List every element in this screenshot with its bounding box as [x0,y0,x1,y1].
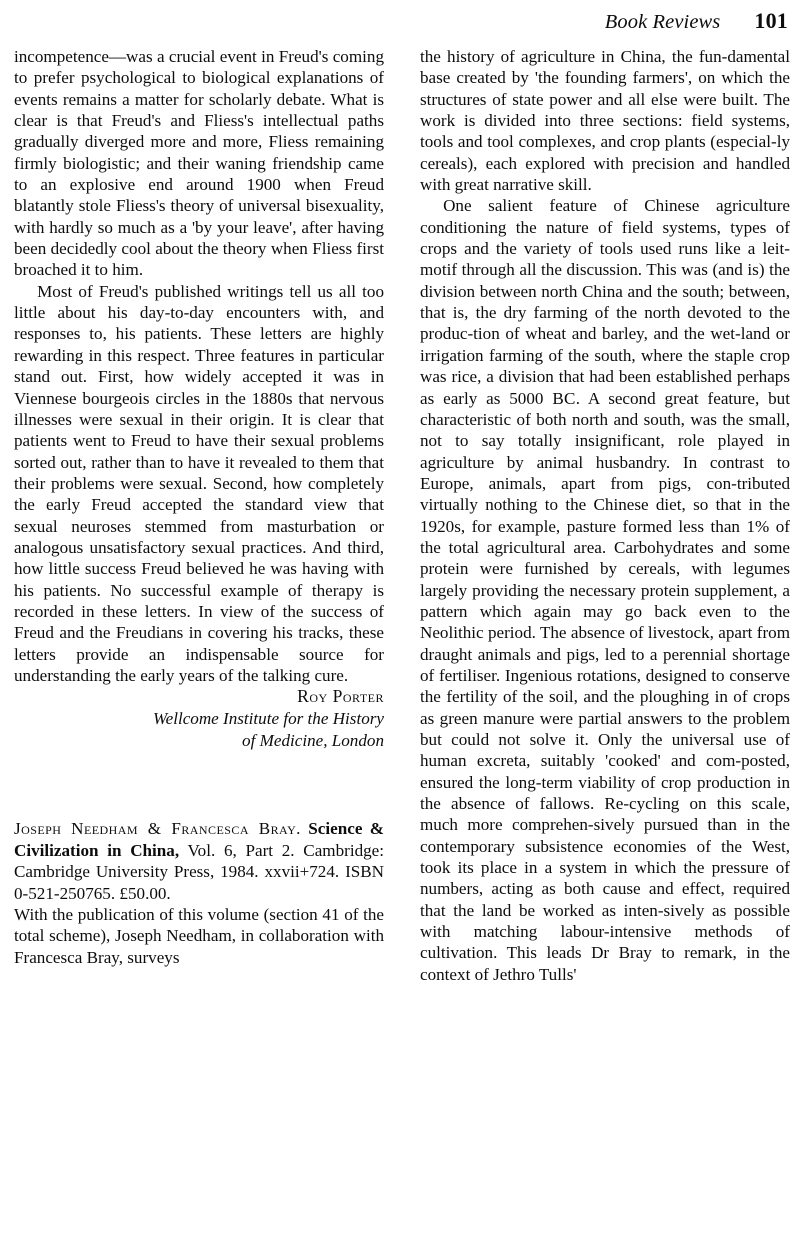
left-paragraph-continued: incompetence—was a crucial event in Freud's coming to prefer psychological to biological explanations of events remains a matter for scholarly debate. What is clear is that Freud's and Fliess's intellectual paths gradually diverged more and more, Fliess remaining firmly biologistic; and their waning friendship came to an explosive end around 1900 when Freud blatantly stole Fliess's theory of universal bisexuality, with hardly so much as a 'by your leave', after having been decidedly cool about the theory when Fliess first broached it to him. [14,47,384,280]
citation-price: £50.00. [119,883,171,903]
reviewer-affiliation-line-1: Wellcome Institute for the History [152,709,384,729]
era-abbreviation: BC [552,388,576,408]
reviewer-signature [14,686,384,752]
right-paragraph-two [420,195,790,985]
reviewer-affiliation-line-2: of Medicine, London [242,731,384,751]
left-review-opening: With the publication of this volume (section 41 of the total scheme), Joseph Needham, in collaboration with Francesca Bray, surveys [14,905,384,967]
left-paragraph-two: Most of Freud's published writings tell us all too little about his day-to-day encounters with, and responses to, his patients. These letters are highly rewarding in this respect. Three features in particular stand out. First, how widely accepted it was in Viennese bourgeois circles in the 1880s that nervous illnesses were sexual in their origin. It is clear that patients went to Freud to have their sexual problems sorted out, rather than to have it revealed to them that their problems were sexual. Second, how completely the early Freud accepted the standard view that sexual neuroses stemmed from masturbation or analogous unsatisfactory sexual practices. And third, how little success Freud believed he was having with his patients. No successful example of therapy is recorded in these letters. In view of the success of Freud and the Freudians in covering his tracks, these letters provide an indispensable source for understanding the early years of the talking cure. [14,281,384,685]
citation-pagination: xxvii+724. [264,862,340,882]
book-citation [14,818,384,904]
right-paragraph-two-head: One salient feature of Chinese agriculture conditioning the nature of field systems, types of crops and the variety of tools used runs like a leit-motif through all the discussion. This was (and is) the division between north China and the south; between, that is, the dry farming of the north devoted to the produc-tion of wheat and barley, and the wet-land or irrigation farming of the south, where the staple crop was rice, a division that had been established perhaps as early as 5000 [420,196,790,408]
citation-volume: Vol. 6, Part 2. [187,840,295,860]
right-paragraph-continued [420,46,790,195]
right-column [420,46,790,985]
citation-book-title: Science & Civilization in China, [14,819,385,860]
right-paragraph-two-tail: . A second great feature, but characteristic of both north and south, was the small, not to say totally insignificant, role played in agriculture by animal husbandry. In contrast to Europe, animals, apart from pigs, con-tributed virtually nothing to the Chinese diet, so that in the 1920s, for example, pasture formed less than 1% of the total agricultural area. Carbohydrates and some protein were furnished by cereals, with legumes largely providing the necessary protein supplement, a pattern which again may go back even to the Neolithic period. The absence of livestock, apart from draught animals and pigs, led to a perennial shortage of fertiliser. Ingenious rotations, designed to conserve the fertility of the soil, and the ploughing in of crops as green manure were partial answers to the problem but could not solve it. Only the universal use of human excreta, suitably 'cooked' and com-posted, ensured the long-term viability of crop production in the absence of fallows. Re-cycling on this scale, much more comprehen-sively pursued than in the contemporary subsistence economies of the West, took its place in a system in which the pressure of numbers, acting as both cause and effect, required that the land be worked as inten-sively as possible with matching labour-intensive methods of cultivation. This leads Dr Bray to remark, in the context of Jethro Tulls' [420,388,790,984]
citation-isbn: ISBN 0-521-250765. [14,862,385,903]
right-paragraph-continued-head: the history of agriculture in China, the fun- [420,47,728,66]
running-head [605,8,788,34]
two-column-body [14,46,790,985]
citation-authors: Joseph Needham & Francesca Bray. [14,819,301,839]
running-head-title: Book Reviews [604,11,721,33]
left-column [14,46,384,985]
right-paragraph-continued-body: damental base created by 'the founding farmers', on which the structures of state power and all else were built. The work is divided into three sections: field systems, tools and tool complexes, and crop plants (especial-ly cereals), each explored with precision and handled with great narrative skill. [420,47,790,195]
page-number: 101 [754,8,788,33]
reviewer-name: Roy Porter [297,686,384,707]
citation-imprint: Cambridge: Cambridge University Press, 1984. [14,840,384,882]
